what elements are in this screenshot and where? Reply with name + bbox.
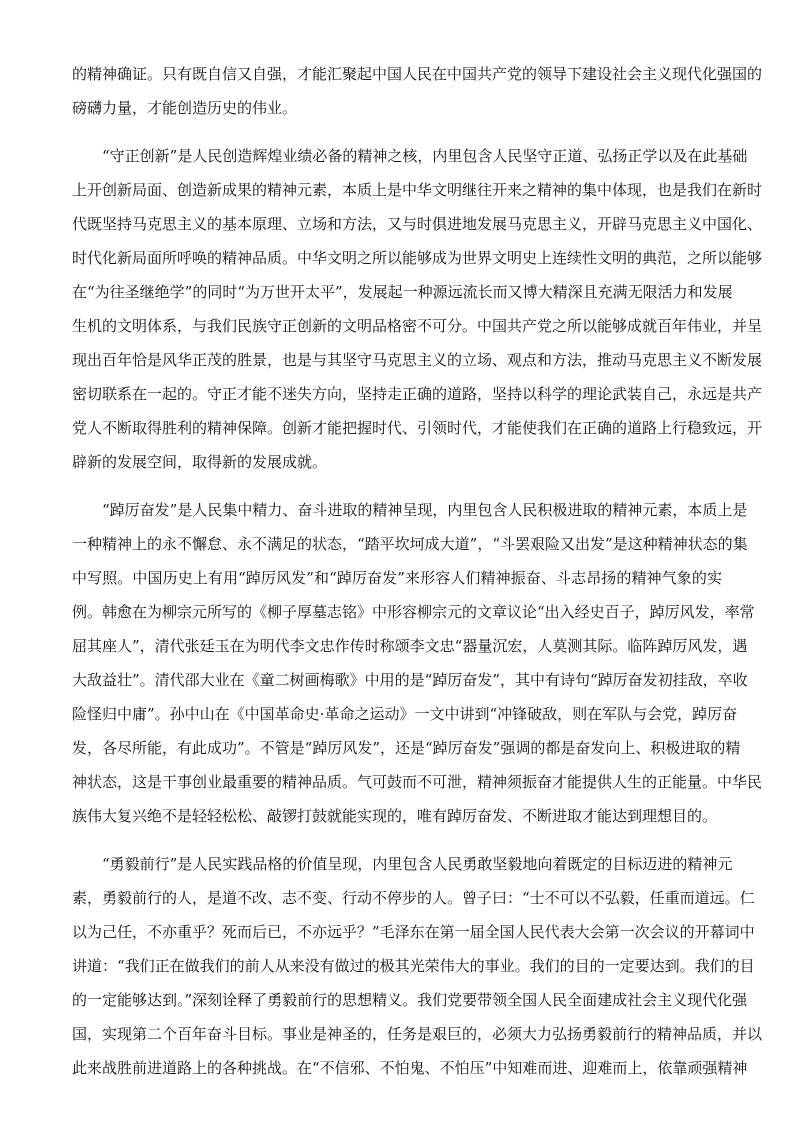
- paragraph-3-line-10: 族伟大复兴绝不是轻轻松松、敲锣打鼓就能实现的，唯有踔厉奋发、不断进取才能达到理想目的。: [72, 807, 718, 825]
- paragraph-3-line-9: 神状态，这是干事创业最重要的精神品质。气可鼓而不可泄，精神须振奋才能提供人生的正能量。中华民: [72, 773, 763, 791]
- paragraph-3-line-3: 中写照。中国历史上有用“踔厉风发”和“踔厉奋发”来形容人们精神振奋、斗志昂扬的精神气象的实: [72, 569, 722, 587]
- paragraph-3-line-4: 例。韩愈在为柳宗元所写的《柳子厚墓志铭》中形容柳宗元的文章议论“出入经史百子，踔厉风发，率常: [72, 603, 755, 621]
- paragraph-4-line-3: 以为己任，不亦重乎？死而后已，不亦远乎？”毛泽东在第一届全国人民代表大会第一次会议的开幕词中: [72, 923, 755, 941]
- paragraph-3-line-8: 发，各尽所能，有此成功”。不管是“踔厉风发”，还是“踔厉奋发”强调的都是奋发向上、积极进取的精: [72, 739, 741, 757]
- paragraph-2-line-3: 代既坚持马克思主义的基本原理、立场和方法，又与时俱进地发展马克思主义，开辟马克思主义中国化、: [72, 215, 763, 233]
- paragraph-1-line-2: 磅礴力量，才能创造历史的伟业。: [72, 99, 298, 117]
- paragraph-2-line-7: 现出百年恰是风华正茂的胜景，也是与其坚守马克思主义的立场、观点和方法，推动马克思主义不断发展: [72, 351, 763, 369]
- paragraph-3-line-1: “踔厉奋发”是人民集中精力、奋斗进取的精神呈现，内里包含人民积极进取的精神元素，本质上是: [102, 501, 748, 519]
- paragraph-3-line-7: 险怪归中庸”。孙中山在《中国革命史·革命之运动》一文中讲到“冲锋破敌，则在军队与会党，踔厉奋: [72, 705, 738, 723]
- paragraph-2-line-9: 党人不断取得胜利的精神保障。创新才能把握时代、引领时代，才能使我们在正确的道路上行稳致远，开: [72, 419, 763, 437]
- paragraph-2-line-6: 生机的文明体系，与我们民族守正创新的文明品格密不可分。中国共产党之所以能够成就百年伟业，并呈: [72, 317, 763, 335]
- paragraph-4-line-7: 此来战胜前进道路上的各种挑战。在“不信邪、不怕鬼、不怕压”中知难而进、迎难而上，依靠顽强精神: [72, 1059, 748, 1077]
- paragraph-3-line-6: 大敌益壮”。清代邵大业在《童二树画梅歌》中用的是“踔厉奋发”，其中有诗句“踔厉奋发初挂敌，卒收: [72, 671, 748, 689]
- paragraph-2-line-1: “守正创新”是人民创造辉煌业绩必备的精神之核，内里包含人民坚守正道、弘扬正学以及在此基础: [102, 147, 748, 165]
- paragraph-2-line-8: 密切联系在一起的。守正才能不迷失方向，坚持走正确的道路，坚持以科学的理论武装自己，永远是共产: [72, 385, 763, 403]
- paragraph-4-line-6: 国，实现第二个百年奋斗目标。事业是神圣的，任务是艰巨的，必须大力弘扬勇毅前行的精神品质，并以: [72, 1025, 763, 1043]
- paragraph-4-line-5: 的一定能够达到。”深刻诠释了勇毅前行的思想精义。我们党要带领全国人民全面建成社会主义现代化强: [72, 991, 748, 1009]
- paragraph-4-line-1: “勇毅前行”是人民实践品格的价值呈现，内里包含人民勇敢坚毅地向着既定的目标迈进的精神元: [102, 855, 733, 873]
- paragraph-2-line-4: 时代化新局面所呼唤的精神品质。中华文明之所以能够成为世界文明史上连续性文明的典范，之所以能够: [72, 249, 763, 267]
- paragraph-2-line-10: 辟新的发展空间，取得新的发展成就。: [72, 453, 328, 471]
- paragraph-2-line-2: 上开创新局面、创造新成果的精神元素，本质上是中华文明继往开来之精神的集中体现，也是我们在新时: [72, 181, 763, 199]
- paragraph-4-line-4: 讲道：“我们正在做我们的前人从来没有做过的极其光荣伟大的事业。我们的目的一定要达到。我们的目: [72, 957, 755, 975]
- paragraph-1-line-1: 的精神确证。只有既自信又自强，才能汇聚起中国人民在中国共产党的领导下建设社会主义现代化强国的: [72, 65, 763, 83]
- paragraph-3-line-2: 一种精神上的永不懈怠、永不满足的状态，“踏平坎坷成大道”，“斗罢艰险又出发”是这种精神状态的集: [72, 535, 748, 553]
- paragraph-4-line-2: 素，勇毅前行的人，是道不改、志不变、行动不停步的人。曾子曰：“士不可以不弘毅，任重而道远。仁: [72, 889, 755, 907]
- paragraph-3-line-5: 屈其座人”，清代张廷玉在为明代李文忠作传时称颂李文忠“器量沉宏，人莫测其际。临阵踔厉风发，遇: [72, 637, 748, 655]
- paragraph-2-line-5: 在“为往圣继绝学”的同时“为万世开太平”，发展起一种源远流长而又博大精深且充满无限活力和发展: [72, 283, 733, 301]
